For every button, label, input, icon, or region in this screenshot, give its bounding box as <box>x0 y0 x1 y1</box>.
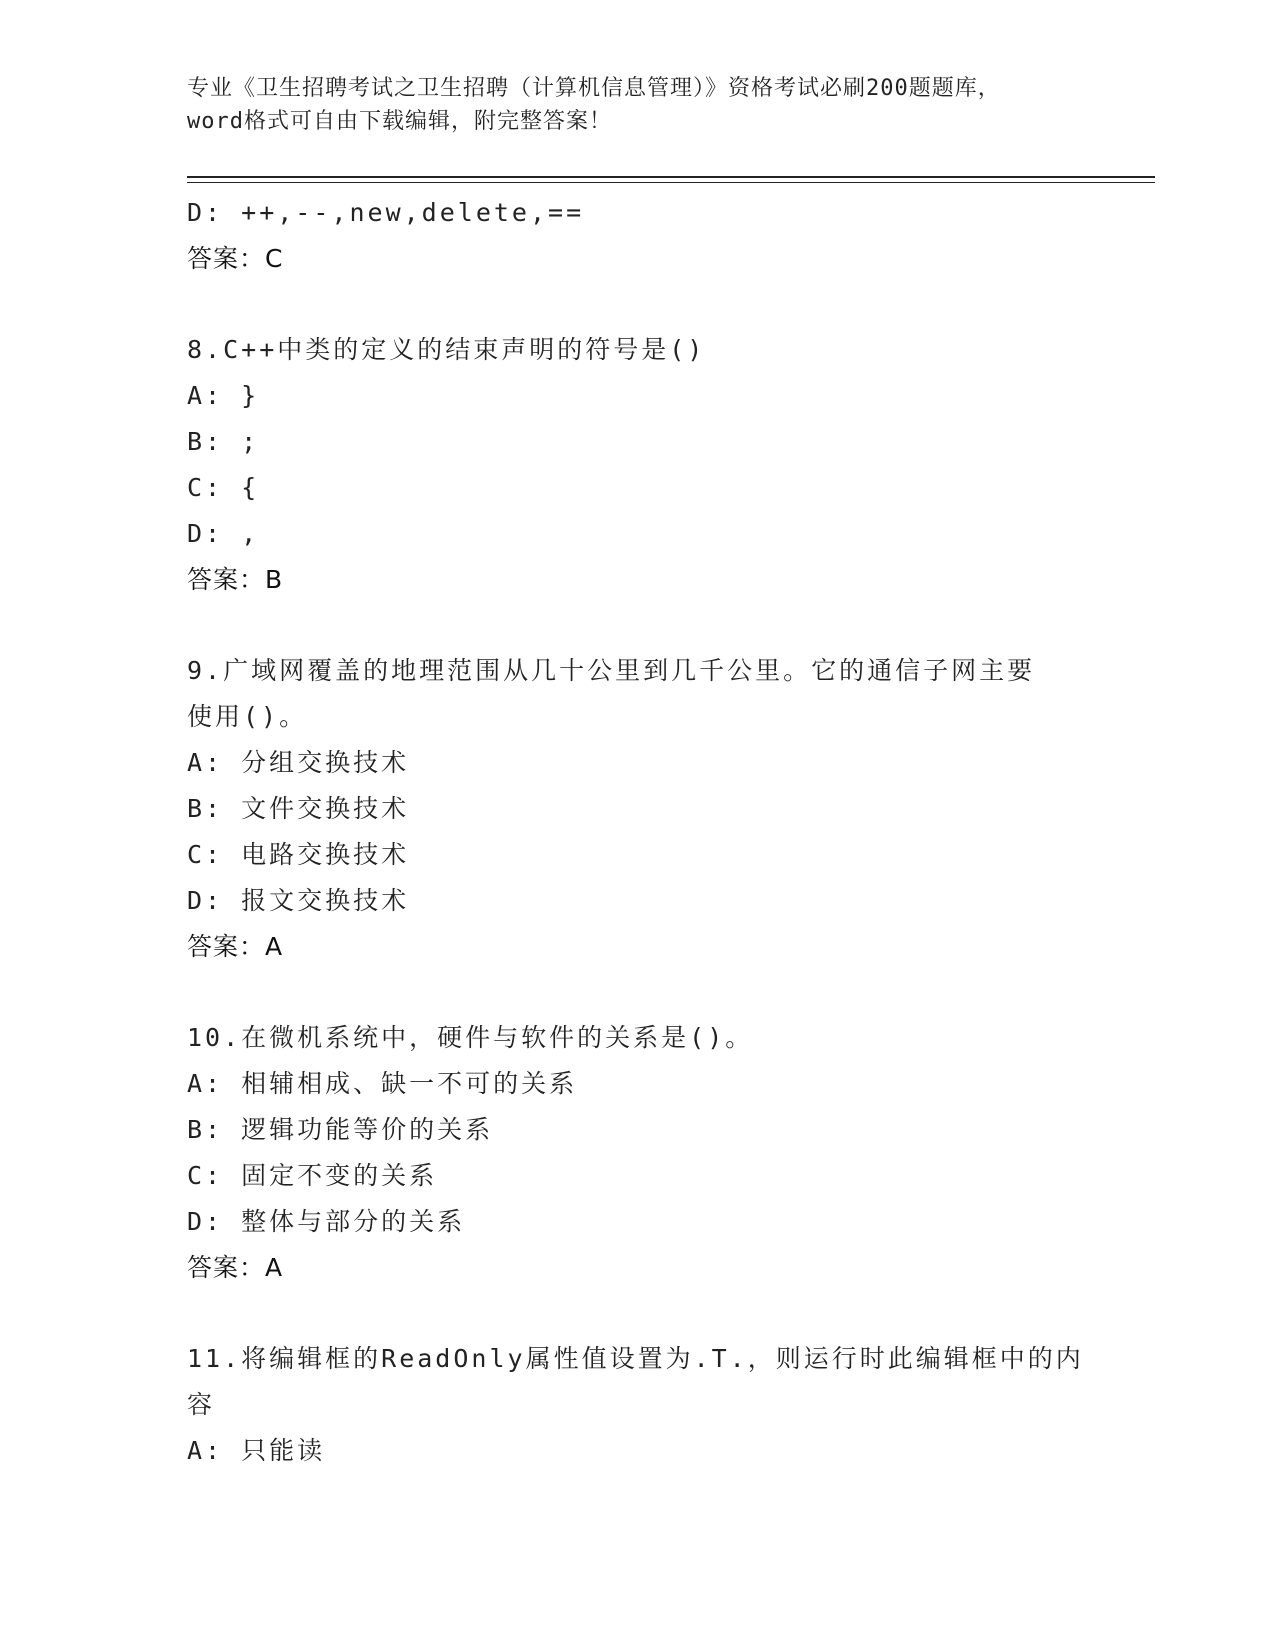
option-a: A: } <box>187 381 260 410</box>
option-c: C: 电路交换技术 <box>187 840 410 869</box>
question-stem: 10.在微机系统中，硬件与软件的关系是()。 <box>187 1023 754 1052</box>
answer: 答案：A <box>187 932 284 961</box>
option-a: A: 分组交换技术 <box>187 748 410 777</box>
option-a: A: 只能读 <box>187 1436 326 1465</box>
question-list <box>187 190 1087 1474</box>
option-b: B: 文件交换技术 <box>187 794 410 823</box>
question-10 <box>187 1015 1087 1291</box>
spacer <box>187 970 1087 1015</box>
question-7-partial <box>187 190 1087 282</box>
option-b: B: ; <box>187 427 260 456</box>
question-stem: 11.将编辑框的ReadOnly属性值设置为.T.，则运行时此编辑框中的内 <box>187 1344 1084 1373</box>
option-a: A: 相辅相成、缺一不可的关系 <box>187 1069 578 1098</box>
spacer <box>187 1291 1087 1336</box>
spacer <box>187 603 1087 648</box>
question-9 <box>187 648 1087 970</box>
question-11 <box>187 1336 1087 1474</box>
question-stem: 8.C++中类的定义的结束声明的符号是() <box>187 335 706 364</box>
answer: 答案：B <box>187 565 284 594</box>
spacer <box>187 282 1087 327</box>
answer: 答案：C <box>187 244 284 273</box>
header-divider-thick <box>187 176 1155 178</box>
question-stem-continued: 使用()。 <box>187 702 308 731</box>
header-title-line-1: 专业《卫生招聘考试之卫生招聘（计算机信息管理）》资格考试必刷200题题库， <box>187 76 1001 101</box>
option-c: C: 固定不变的关系 <box>187 1161 438 1190</box>
answer: 答案：A <box>187 1253 284 1282</box>
header-divider-thin <box>187 182 1155 183</box>
option-c: C: { <box>187 473 260 502</box>
option-d: D: , <box>187 519 260 548</box>
question-8 <box>187 327 1087 603</box>
option-d: D: ++,--,new,delete,== <box>187 198 585 227</box>
option-d: D: 报文交换技术 <box>187 886 410 915</box>
question-stem-continued: 容 <box>187 1390 216 1419</box>
document-header <box>187 72 1087 138</box>
option-b: B: 逻辑功能等价的关系 <box>187 1115 494 1144</box>
option-d: D: 整体与部分的关系 <box>187 1207 466 1236</box>
header-title-line-2: word格式可自由下载编辑，附完整答案！ <box>187 109 612 134</box>
question-stem: 9.广域网覆盖的地理范围从几十公里到几千公里。它的通信子网主要 <box>187 656 1036 685</box>
